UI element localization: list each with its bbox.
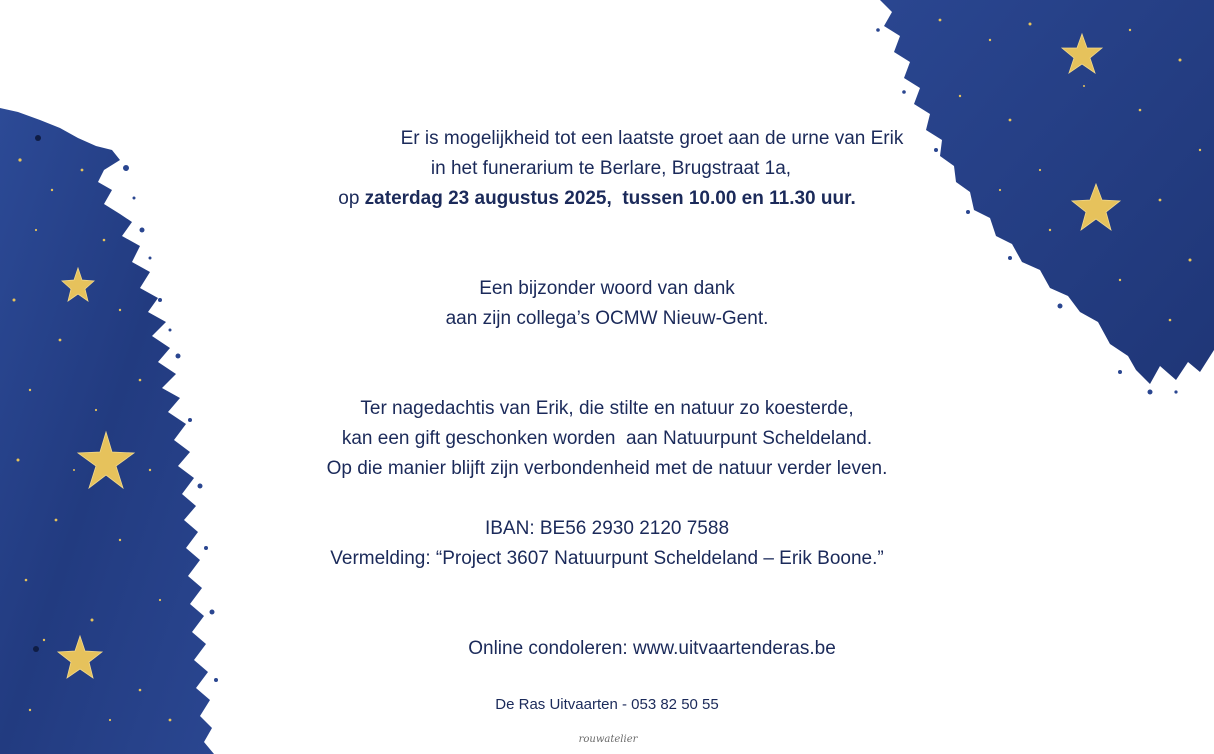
visitation-line-3 (0, 184, 1214, 214)
rouwatelier-logo: rouwatelier (578, 734, 638, 745)
thanks-line-1: Een bijzonder woord van dank (479, 278, 735, 299)
visitation-line-3-prefix: op (338, 188, 365, 209)
visitation-date-time: zaterdag 23 augustus 2025, tussen 10.00 en 11.30 uur. (364, 188, 856, 209)
memorial-line-2: kan een gift geschonken worden aan Natuurpunt Scheldeland. (341, 428, 873, 449)
visitation-line-1: Er is mogelijkheid tot een laatste groet aan de urne van Erik (400, 128, 904, 149)
memorial-line-3: Op die manier blijft zijn verbondenheid met de natuur verder leven. (326, 458, 888, 479)
visitation-info (0, 124, 1214, 214)
iban: IBAN: BE56 2930 2120 7588 (484, 518, 730, 539)
online-condolence (0, 634, 1214, 664)
funeral-home-contact: De Ras Uitvaarten - 053 82 50 55 (495, 696, 719, 713)
online-condolence-text: Online condoleren: www.uitvaartenderas.be (468, 638, 836, 659)
thanks-message (0, 274, 1214, 334)
memorial-donation-text (0, 394, 1214, 484)
footer (0, 696, 1214, 713)
memorial-line-1: Ter nagedachtis van Erik, die stilte en natuur zo koesterde, (360, 398, 854, 419)
payment-mention: Vermelding: “Project 3607 Natuurpunt Scheldeland – Erik Boone.” (330, 548, 884, 569)
bank-details (0, 514, 1214, 574)
visitation-line-2: in het funerarium te Berlare, Brugstraat 1a, (430, 158, 792, 179)
thanks-line-2: aan zijn collega’s OCMW Nieuw-Gent. (445, 308, 769, 329)
